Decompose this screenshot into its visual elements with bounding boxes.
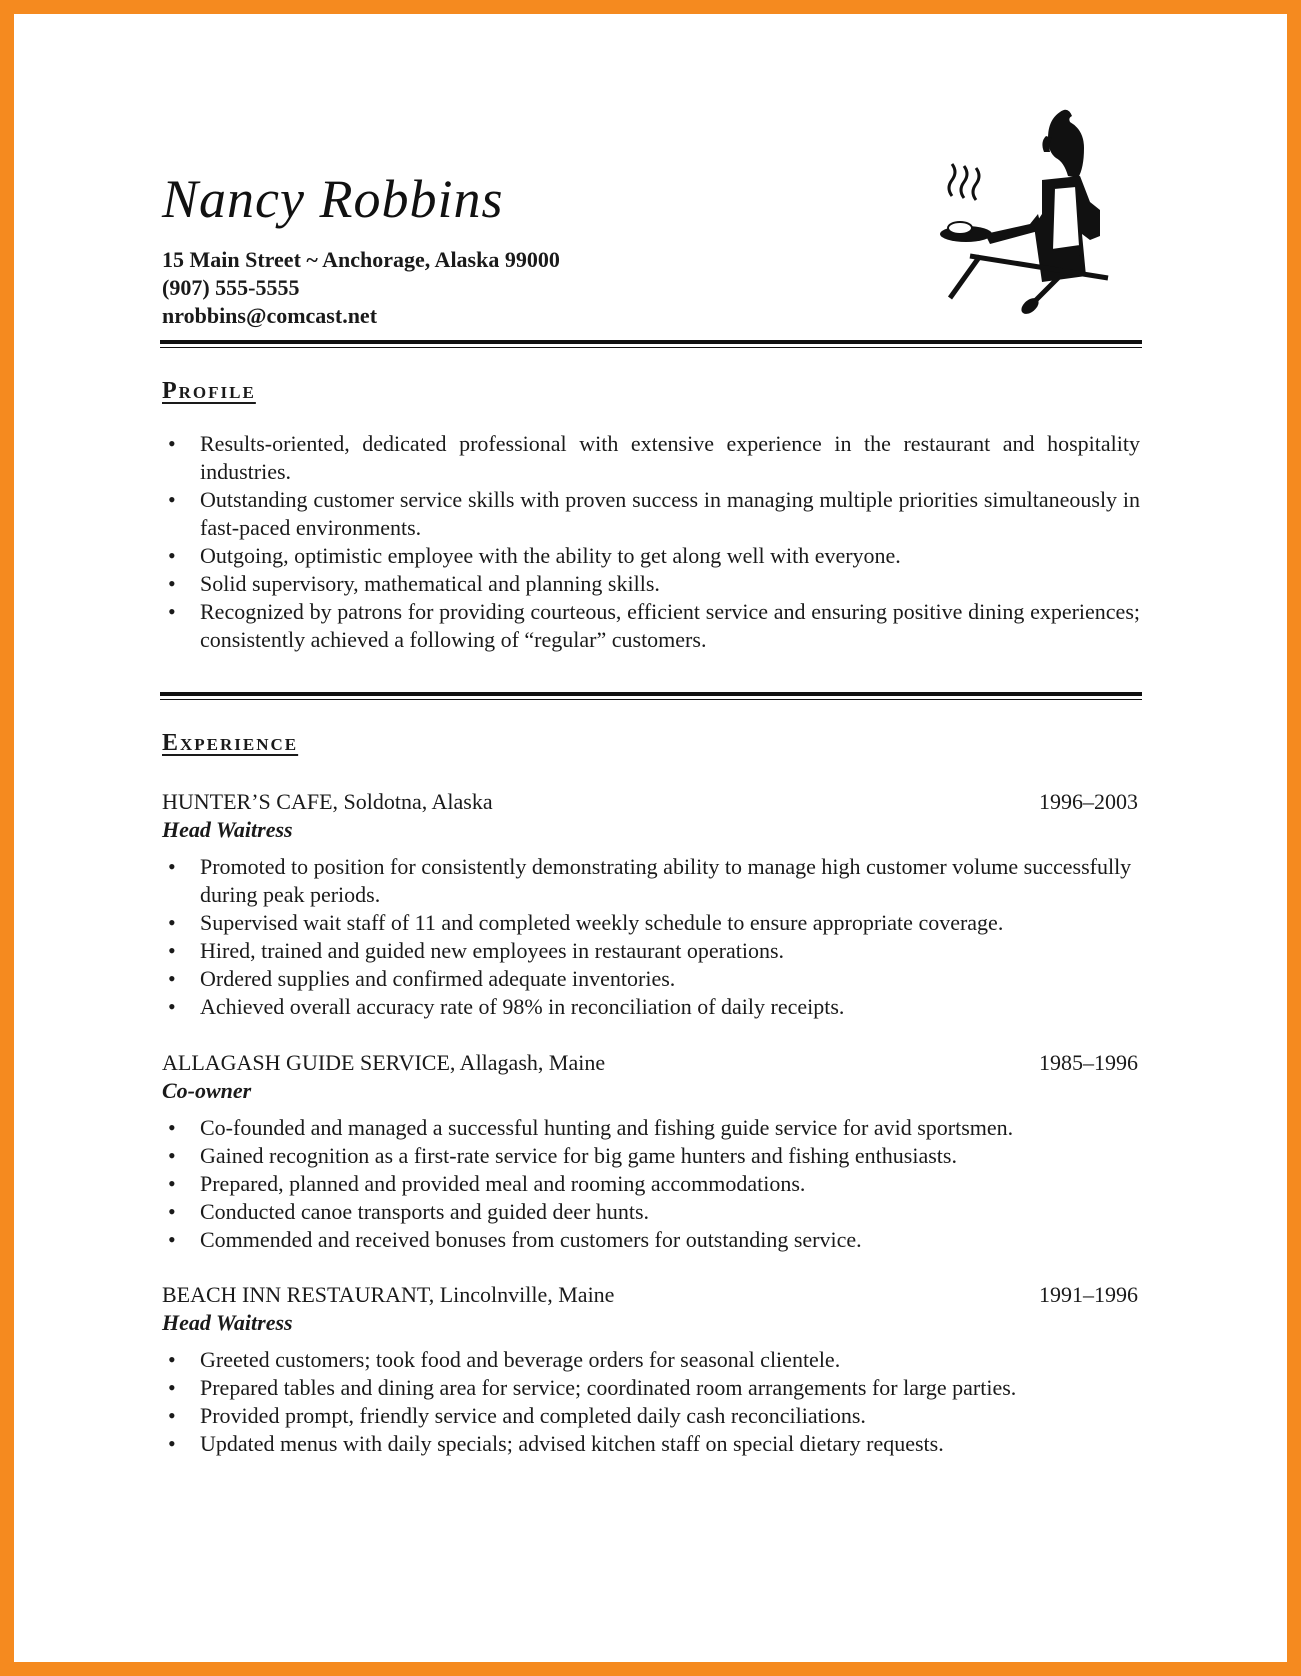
list-item: • Hired, trained and guided new employees in restaurant operations. bbox=[162, 937, 1140, 965]
list-item: • Prepared, planned and provided meal and rooming accommodations. bbox=[162, 1170, 1140, 1198]
list-item: • Prepared tables and dining area for service; coordinated room arrangements for large parties. bbox=[162, 1374, 1140, 1402]
job-dates: 1996–2003 bbox=[1039, 789, 1138, 814]
job-dates: 1991–1996 bbox=[1039, 1282, 1138, 1307]
profile-divider bbox=[160, 692, 1142, 700]
list-item: • Gained recognition as a first-rate service for big game hunters and fishing enthusiasts. bbox=[162, 1142, 1140, 1170]
job-header bbox=[162, 1049, 1138, 1077]
job-duties-list bbox=[162, 1346, 1140, 1458]
company-location: , Soldotna, Alaska bbox=[332, 789, 493, 814]
company-name: BEACH INN RESTAURANT bbox=[162, 1282, 429, 1307]
job-title: Head Waitress bbox=[162, 1310, 293, 1335]
list-item: • Provided prompt, friendly service and completed daily cash reconciliations. bbox=[162, 1402, 1140, 1430]
list-item: • Co-founded and managed a successful hunting and fishing guide service for avid sportsmen. bbox=[162, 1114, 1140, 1142]
email: nrobbins@comcast.net bbox=[162, 303, 378, 328]
list-item: • Ordered supplies and confirmed adequate inventories. bbox=[162, 965, 1140, 993]
list-item: • Greeted customers; took food and beverage orders for seasonal clientele. bbox=[162, 1346, 1140, 1374]
profile-heading: Profile bbox=[162, 378, 256, 404]
company-location: , Allagash, Maine bbox=[449, 1050, 606, 1075]
job-header bbox=[162, 1281, 1138, 1309]
job-duties-list bbox=[162, 853, 1140, 1021]
contact-block bbox=[162, 246, 560, 330]
list-item: • Updated menus with daily specials; advised kitchen staff on special dietary requests. bbox=[162, 1430, 1140, 1458]
phone: (907) 555-5555 bbox=[162, 275, 300, 300]
job-dates: 1985–1996 bbox=[1039, 1050, 1138, 1075]
list-item: • Supervised wait staff of 11 and completed weekly schedule to ensure appropriate coverage. bbox=[162, 909, 1140, 937]
list-item: • Results-oriented, dedicated professional with extensive experience in the restaurant and hospitality industries. bbox=[162, 430, 1140, 486]
address: 15 Main Street ~ Anchorage, Alaska 99000 bbox=[162, 247, 560, 272]
list-item: • Solid supervisory, mathematical and planning skills. bbox=[162, 570, 1140, 598]
list-item: • Outgoing, optimistic employee with the ability to get along well with everyone. bbox=[162, 542, 1140, 570]
waitress-serving-food-icon bbox=[930, 106, 1120, 326]
company-name: HUNTER’S CAFE bbox=[162, 789, 333, 814]
job-header bbox=[162, 788, 1138, 816]
company-location: , Lincolnville, Maine bbox=[428, 1282, 615, 1307]
list-item: • Recognized by patrons for providing courteous, efficient service and ensuring positive dining experiences; consistently achieved a following of “regular” customers. bbox=[162, 598, 1140, 654]
list-item: • Outstanding customer service skills with proven success in managing multiple priorities simultaneously in fast-paced environments. bbox=[162, 486, 1140, 542]
profile-list bbox=[162, 430, 1140, 654]
job-duties-list bbox=[162, 1114, 1140, 1254]
company-name: ALLAGASH GUIDE SERVICE bbox=[162, 1050, 450, 1075]
list-item: • Promoted to position for consistently demonstrating ability to manage high customer volume successfully during peak periods. bbox=[162, 853, 1140, 909]
job-title: Co-owner bbox=[162, 1078, 252, 1103]
job-title: Head Waitress bbox=[162, 817, 293, 842]
list-item: • Conducted canoe transports and guided deer hunts. bbox=[162, 1198, 1140, 1226]
candidate-name: Nancy Robbins bbox=[162, 169, 504, 229]
list-item: • Achieved overall accuracy rate of 98% in reconciliation of daily receipts. bbox=[162, 993, 1140, 1021]
header-divider bbox=[160, 340, 1142, 348]
list-item: • Commended and received bonuses from customers for outstanding service. bbox=[162, 1226, 1140, 1254]
experience-heading: Experience bbox=[162, 730, 299, 756]
